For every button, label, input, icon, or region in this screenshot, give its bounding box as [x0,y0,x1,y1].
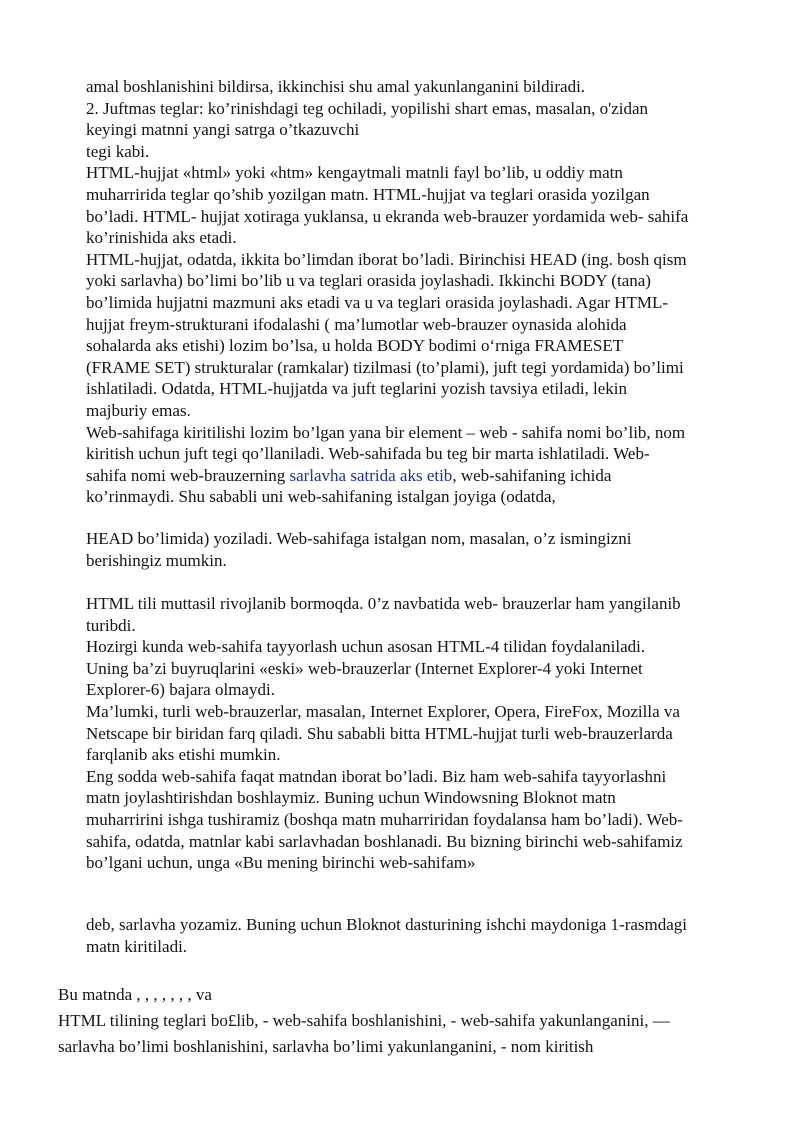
paragraph-block-html-evolution: HTML tili muttasil rivojlanib bormoqda. 0’z navbatida web- brauzerlar ham yangilanib turibdi. Hozirgi kunda web-sahifa tayyorlash uchun asosan HTML-4 tilidan foydalaniladi. Uning ba’zi buyruqlarini «eski» web-brauzerlar (Internet Explorer-4 yoki Internet Explorer-6) bajara olmaydi. Ma’lumki, turli web-brauzerlar, masalan, Internet Explorer, Opera, FireFox, Mozilla va Netscape bir biridan farq qiladi. Shu sababli bitta HTML-hujjat turli web-brauzerlarda farqlanib aks etishi mumkin. Eng sodda web-sahifa faqat matndan iborat bo’ladi. Biz ham web-sahifa tayyorlashni matn joylashtirishdan boshlaymiz. Buning uchun Windowsning Bloknot matn muharririni ishga tushiramiz (boshqa matn muharriridan foydalansa ham bo’ladi). Web- sahifa, odatda, matnlar kabi sarlavhadan boshlanadi. Bu bizning birinchi web-sahifamiz bo’lgani uchun, unga «Bu mening birinchi web-sahifam» [86,594,683,873]
paragraph-block-head-section: HEAD bo’limida) yoziladi. Web-sahifaga istalgan nom, masalan, o’z ismingizni berishingiz mumkin. [86,529,632,570]
tail-line: HTML tilining teglari bo£lib, - web-sahifa boshlanishini, - web-sahifa yakunlanganini, — [58,1011,670,1030]
tail-line: sarlavha bo’limi boshlanishini, sarlavha bo’limi yakunlanganini, - nom kiritish [58,1037,594,1056]
paragraph-block-title-entry: deb, sarlavha yozamiz. Buning uchun Bloknot dasturining ishchi maydoniga 1-rasmdagi matn kiritiladi. [86,915,688,956]
body-text: , web-sahifaning ichida ko’rinmaydi. Shu sababli uni web-sahifaning istalgan joyiga (odatda, [86,465,612,507]
body-text: amal boshlanishini bildirsa, ikkinchisi shu amal yakunlanganini bildiradi. 2. Juftmas teglar: ko’rinishdagi teg ochiladi, yopilishi shart emas, masalan, o'zidan keyingi matnni yangi satrga o’tkazuvchi tegi kabi. HTML-hujjat «html» yoki «htm» kengaytmali matnli fayl bo’lib, u oddiy matn muharririda teglar qo’shib yozilgan matn. HTML-hujjat va teglari orasida yozilgan bo’ladi. HTML- hujjat xotiraga yuklansa, u ekranda web-brauzer yordamida web- sahifa ko’rinishida aks etadi. HTML-hujjat, odatda, ikkita bo’limdan iborat bo’ladi. Birinchisi HEAD (ing. bosh qism yoki sarlavha) bo’limi bo’lib u va teglari orasida joylashadi. Ikkinchi BODY (tana) bo’limida hujjatni mazmuni aks etadi va u va teglari orasida joylashadi. Agar HTML- hujjat freym-strukturani ifodalashi ( ma’lumotlar web-brauzer oynasida alohida sohalarda aks etishi) lozim bo’lsa, u holda BODY bodimi o‘rniga FRAMESET (FRAME SET) strukturalar (ramkalar) tizilmasi (to’plami), juft tegi yordamida) bo’limi ishlatiladi. Odatda, HTML-hujjatda va juft teglarini yozish tavsiya etiladi, lekin majburiy emas. Web-sahifaga kiritilishi lozim bo’lgan yana bir element – web - sahifa nomi bo’lib, nom kiritish uchun juft tegi qo’llaniladi. Web-sahifada bu teg bir marta ishlatiladi. Web- sahifa nomi web-brauzerning [86,77,689,485]
paragraph-block-html-structure [86,76,758,508]
tail-line: Bu matnda , , , , , , , va [58,985,212,1004]
highlighted-link-text[interactable]: sarlavha satrida aks etib [289,465,453,485]
